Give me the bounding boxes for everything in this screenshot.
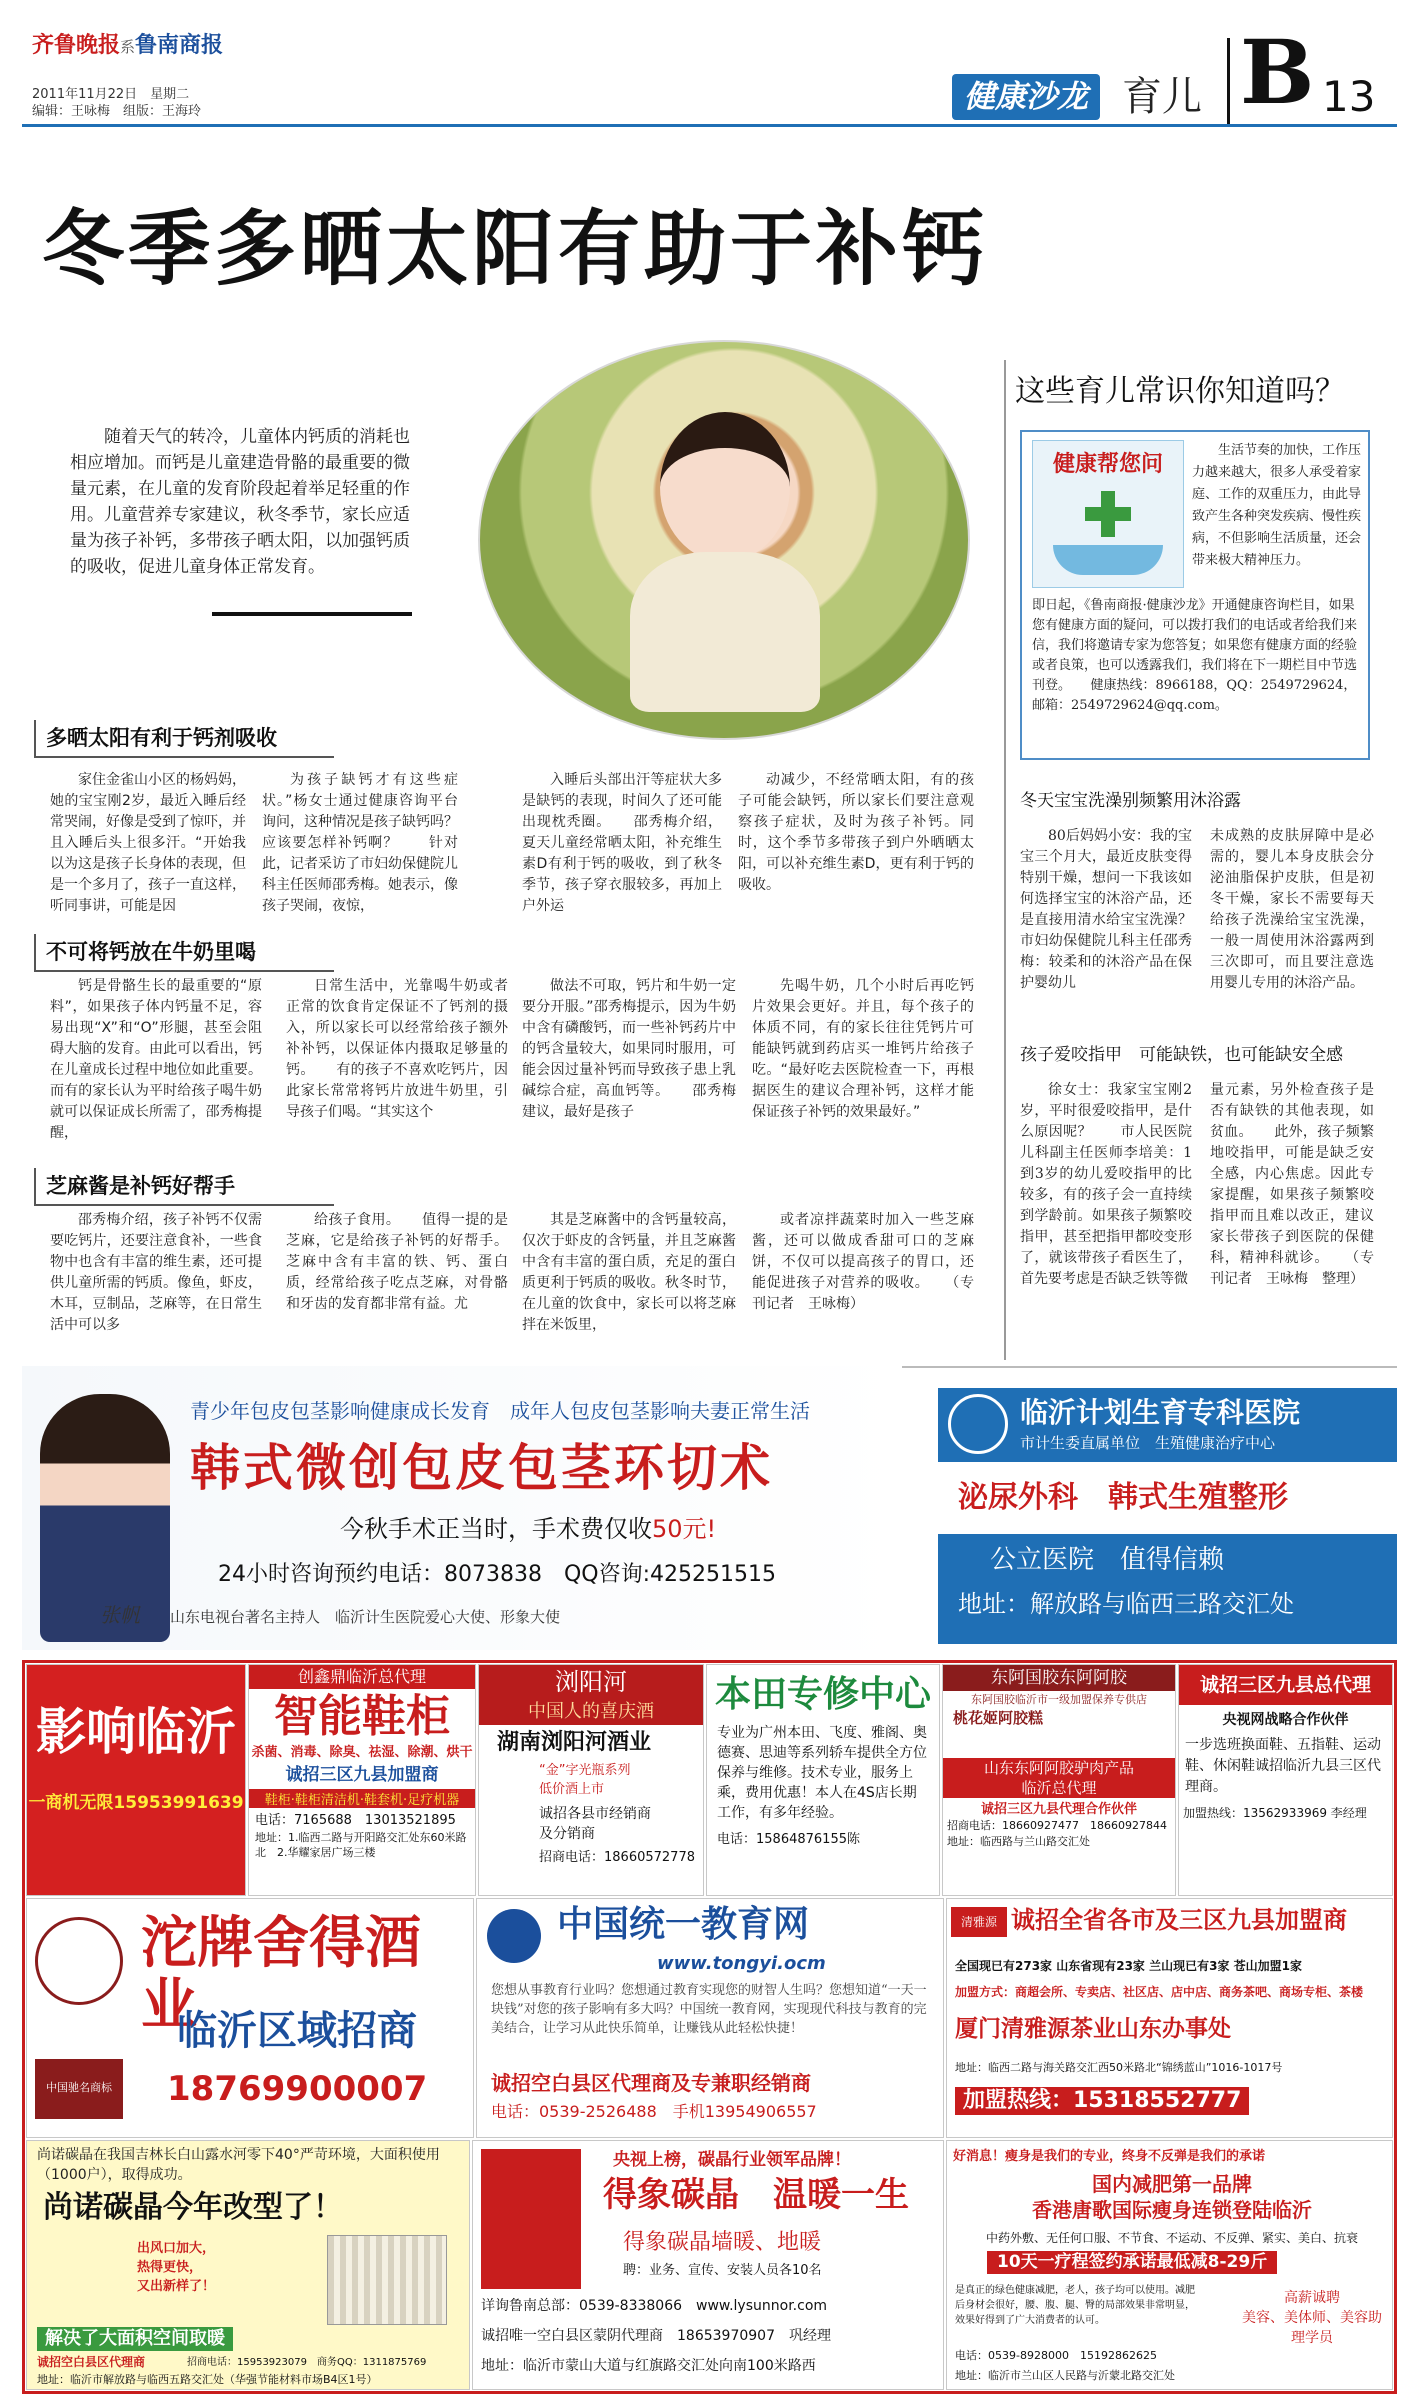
ad-slogan: 中国人的喜庆酒 [479,1699,703,1725]
masthead [32,28,223,59]
ad-title: 国内减肥第一品牌 香港唐歌国际瘦身连锁登陆临沂 [1032,2172,1312,2222]
help-caption: 健康帮您问 [1052,451,1163,477]
ad-title: 诚招三区九县总代理 [1179,1665,1392,1705]
hospital-sub: 市计生委直属单位 生殖健康治疗中心 [1020,1434,1276,1452]
ad-sub: 一商机无限15953991639 [28,1793,244,1813]
ad-title: 湖南浏阳河酒业 [497,1730,652,1755]
ad-logo: 浏阳河 [479,1665,703,1699]
ad-price-value: 50元! [652,1515,717,1543]
ad-title: 沱牌舍得酒业 [141,1910,421,2038]
section-title: 不可将钙放在牛奶里喝 [34,934,334,972]
section-col: 做法不可取，钙片和牛奶一定要分开服。”邵秀梅提示，因为牛奶中含有磷酸钙，而一些补钙药片中的钙含量较大，如果同时服用，可能会因过量补钙而导致孩子患上乳碱综合症，高血钙等。 邵秀梅建议，最好是孩子 [522,978,736,1120]
classified-ad [706,1664,940,1896]
section-col: 动减少，不经常晒太阳，有的孩子可能会缺钙，所以家长们要注意观察孩子症状，及时为孩子补钙。同时，这个季节多带孩子到户外晒晒太阳，可以补充维生素D，更有利于钙的吸收。 [738,772,974,893]
ad-address: 地址：临沂市解放路与临西五路交汇处（华强节能材料市场B4区1号） [37,2373,378,2386]
classified-ad [26,1898,474,2138]
ad-sub: 临沂区域招商 [177,2008,417,2054]
classified-ad [1178,1664,1393,1896]
ad-title: 中国统一教育网 [557,1904,810,1945]
section-col: 给孩子食用。 值得一提的是芝麻，它是给孩子补钙的好帮手。芝麻中含有丰富的铁、钙、蛋白质，经常给孩子吃点芝麻，对骨骼和牙齿的发育都非常有益。尤 [286,1212,508,1312]
section-col: 家住金雀山小区的杨妈妈，她的宝宝刚2岁，最近入睡后经常哭闹，好像是受到了惊吓，并且入睡后头上很多汗。“开始我以为这是孩子长身体的表现，但是一个多月了，孩子一直这样，听同事讲，可能是因 [50,772,246,914]
ad-highlight: 10天一疗程签约承诺最低减8-29斤 [987,2251,1277,2274]
section-title: 多晒太阳有利于钙剂吸收 [34,720,334,758]
ad-footnote: 山东电视台著名主持人 临沂计生医院爱心大使、形象大使 [170,1608,561,1626]
ad-phone: 电话：0539-2526488 手机13954906557 [491,2102,817,2121]
qa-title: 孩子爱咬指甲 可能缺铁，也可能缺安全感 [1020,1045,1343,1065]
ad-address: 地址：临沂市兰山区人民路与沂蒙北路交汇处 [955,2369,1175,2382]
qa-text: 徐女士：我家宝宝刚2岁，平时很爱咬指甲，是什么原因呢？ 市人民医院儿科副主任医师李培美：1到3岁的幼儿爱咬指甲的比较多，有的孩子会一直持续到学龄前。如果孩子频繁咬指甲，甚至把指甲都咬变形了，就该带孩子看医生了，首先要考虑是否缺乏铁等微 [1020,1082,1192,1287]
classified-ad [248,1664,476,1896]
ad-address: 地址：1.临西二路与开阳路交汇处东60米路北 2.华耀家居广场三楼 [255,1831,467,1860]
ad-phone: 加盟热线：15318552777 [955,2087,1249,2115]
headline: 冬季多晒太阳有助于补钙 [42,202,989,297]
ad-price-pre: 今秋手术正当时，手术费仅收 [340,1515,652,1543]
elephant-logo-icon [481,2149,581,2289]
column-tag: 健康沙龙 [952,74,1100,120]
hospital-name: 临沂计划生育专科医院 [1020,1396,1301,1429]
ad-tags: 杀菌、消毒、除臭、祛湿、除潮、烘干 [251,1745,473,1761]
ad-line2: 加盟方式：商超会所、专卖店、社区店、店中店、商务茶吧、商场专柜、茶楼 [955,1985,1364,1999]
section-col: 邵秀梅介绍，孩子补钙不仅需要吃钙片，还要注意食补，一些食物中也含有丰富的维生素，还可提供儿童所需的钙质。像鱼，虾皮，木耳，豆制品，芝麻等，在日常生活中可以多 [50,1212,262,1333]
ad-sub: 得象碳晶墙暖、地暖 [623,2230,822,2255]
hospital-dept: 泌尿外科 韩式生殖整形 [958,1480,1288,1515]
ad-title: 得象碳晶 温暖一生 [603,2175,909,2215]
classified-ad [946,2140,1393,2390]
ad-top: 创鑫鼎临沂总代理 [249,1665,475,1689]
section-col: 其是芝麻酱中的含钙量较高，仅次于虾皮的含钙量，并且芝麻酱中含有丰富的蛋白质，充足的蛋白质更利于钙质的吸收。秋冬时节，在儿童的饮食中，家长可以将芝麻拌在米饭里， [522,1212,736,1333]
ad-title: 桃花姬阿胶糕 [953,1709,1044,1727]
ad-phone: 招商电话：18660927477 18660927844 [947,1819,1167,1832]
ad-line3: 厦门清雅源茶业山东办事处 [955,2016,1231,2042]
ad-title: 诚招全省各市及三区九县加盟商 [1011,1906,1347,1934]
ad-phone: 加盟热线：13562933969 李经理 [1183,1806,1367,1820]
page-letter: B [1240,20,1315,124]
ad-phone: 详询鲁南总部：0539-8338066 www.lysunnor.com [481,2298,828,2314]
hospital-address: 地址：解放路与临西三路交汇处 [958,1590,1294,1618]
ad-title: 本田专修中心 [714,1674,931,1715]
qa-title: 冬天宝宝洗澡别频繁用沐浴露 [1020,791,1241,811]
masthead-name: 齐鲁晚报 [32,32,121,58]
ad-sub2: 诚招三区九县代理合作伙伴 [980,1802,1137,1817]
lead-paragraph: 随着天气的转冷，儿童体内钙质的消耗也相应增加。而钙是儿童建造骨骼的最重要的微量元素，在儿童的发育阶段起着举足轻重的作用。儿童营养专家建议，秋冬季节，家长应适量为孩子补钙，多带孩子晒太阳，以加强钙质的吸收，促进儿童身体正常发育。 [70,427,410,577]
ad-top: 尚诺碳晶在我国吉林长白山露水河零下40°严苛环境，大面积使用（1000户），取得成功。 [37,2147,440,2183]
ad-line: 鞋柜·鞋柜清洁机·鞋套机·足疗机器 [249,1789,475,1808]
ad-phone: 24小时咨询预约电话：8073838 QQ咨询:425251515 [218,1562,776,1587]
ad-badge: 中国驰名商标 [35,2059,123,2119]
ad-sub: 解决了大面积空间取暖 [37,2327,233,2351]
section-title: 芝麻酱是补钙好帮手 [34,1168,334,1206]
hands-icon [1053,545,1163,575]
hospital-logo-icon [948,1394,1008,1454]
ad-phone: 18769900007 [167,2069,428,2109]
issue-date: 2011年11月22日 星期二 [32,87,190,102]
ad-phone: 招商电话：18660572778 [539,1850,695,1866]
ad-sub: 山东东阿阿胶驴肉产品 临沂总代理 [943,1758,1175,1798]
ad-body: 专业为广州本田、飞度、雅阁、奥德赛、思迪等系列轿车提供全方位保养与维修。技术专业，服务上乘，费用优惠！本人在4S店长期工作，有多年经验。 [717,1724,927,1821]
ad-tag: “金”字光瓶系列 低价酒上市 [539,1763,631,1798]
ad-title: 影响临沂 [36,1703,236,1761]
ad-title: 韩式微创包皮包茎环切术 [190,1438,773,1497]
ad-top: 央视上榜，碳晶行业领军品牌！ [613,2150,851,2170]
header-divider [1227,38,1230,124]
section-col: 日常生活中，光靠喝牛奶或者正常的饮食肯定保证不了钙剂的摄入，所以家长可以经常给孩子额外补补钙，以保证体内摄取足够量的钙。 有的孩子不喜欢吃钙片，因此家长常常将钙片放进牛奶里，引导孩子们喝。“其实这个 [286,978,508,1120]
qa-text: 未成熟的皮肤屏障中是必需的，婴儿本身皮肤会分泌油脂保护皮肤，但是初冬干燥，家长不需要每天给孩子洗澡给宝宝洗澡，一般一周使用沐浴露两到三次即可，而且要注意选用婴儿专用的沐浴产品。 [1210,828,1374,991]
ad-phone: 电话：0539-8928000 15192862625 [955,2349,1157,2362]
issue-meta [32,86,201,120]
ad-phone: 招商电话：15953923079 商务QQ：1311875769 [187,2357,427,2368]
ad-sub2: 诚招唯一空白县区蒙阴代理商 18653970907 巩经理 [481,2328,831,2344]
section-col: 或者凉拌蔬菜时加入一些芝麻酱，还可以做成香甜可口的芝麻饼，不仅可以提高孩子的胃口，还能促进孩子对营养的吸收。 （专刊记者 王咏梅） [752,1212,974,1312]
ad-sub2: 诚招空白县区代理商 [37,2355,146,2369]
presenter-name: 张帆 [100,1603,140,1627]
ad-line1: 全国现已有273家 山东省现有23家 兰山现已有3家 苍山加盟1家 [955,1959,1302,1973]
section-col: 钙是骨骼生长的最重要的“原料”，如果孩子体内钙量不足，容易出现“X”和“O”形腿，甚至会阻碍大脑的发育。由此可以看出，钙在儿童成长过程中地位如此重要。而有的家长认为平时给孩子喝牛奶就可以保证成长所需了，邵秀梅提醒， [50,978,262,1141]
ad-brand: 清雅源 [951,1907,1007,1937]
section-col: 先喝牛奶，几个小时后再吃钙片效果会更好。并且，每个孩子的体质不同，有的家长往往凭钙片可能缺钙就到药店买一堆钙片给孩子吃。“最好吃去医院检查一下，再根据医生的建议合理补钙，这样才能保证孩子补钙的效果最好。” [752,978,974,1120]
ad-body: 您想从事教育行业吗？您想通过教育实现您的财智人生吗？您想知道“一天一块钱”对您的孩子影响有多大吗？中国统一教育网，实现现代科技与教育的完美结合，让学习从此快乐简单，让赚钱从此轻松快捷！ [491,1983,927,2036]
brand-seal-icon [35,1917,123,2005]
sidebar-rule [1004,360,1006,1360]
ad-phone: 电话：15864876155陈 [717,1831,860,1847]
section-col: 入睡后头部出汗等症状大多是缺钙的表现，时间久了还可能出现枕秃圈。 邵秀梅介绍，夏天儿童经常晒太阳，补充维生素D有利于钙的吸收，到了秋冬季节，孩子穿衣服较多，再加上户外运 [522,772,722,914]
ad-bubble: 出风口加大， 热得更快， 又出新样了！ [137,2241,216,2294]
ad-body: 一步选班换面鞋、五指鞋、运动鞋、休闲鞋诚招临沂九县三区代理商。 [1185,1737,1381,1795]
section-col: 为孩子缺钙才有这些症状。”杨女士通过健康咨询平台询问，这种情况是孩子缺钙吗？应该要怎样补钙啊？ 针对此，记者采访了市妇幼保健院儿科主任医师邵秀梅。她表示，像孩子哭闹，夜惊， [262,772,458,914]
help-logo [1032,440,1184,588]
ad-sub: 诚招空白县区代理商及专兼职经销商 [491,2071,811,2095]
ad-line: 中药外敷、无任何口服、不节食、不运动、不反弹、紧实、美白、抗衰 [985,2231,1358,2245]
ad-line: 央视网战略合作伙伴 [1222,1712,1349,1728]
ad-phone: 电话：7165688 13013521895 [255,1813,456,1829]
masthead-sub: 鲁南商报 [135,32,224,58]
edu-logo-icon [487,1909,541,1963]
ad-line: 聘：业务、宣传、安装人员各10名 [623,2263,822,2278]
classified-ad [942,1664,1176,1896]
classified-ad [478,1664,704,1896]
ad-address: 地址：临沂市蒙山大道与红旗路交汇处向南100米路西 [481,2358,816,2374]
qa-text: 量元素，另外检查孩子是否有缺铁的其他表现，如贫血。 此外，孩子频繁地咬指甲，可能是缺乏安全感，内心焦虑。因此专家提醒，如果孩子频繁咬指甲而且难以改正，建议家长带孩子到医院的保健科，精神科就诊。 （专刊记者 王咏梅 整理） [1210,1082,1374,1287]
classified-ad [26,1664,246,1896]
baby-photo [478,340,970,740]
ad-line: 东阿国胶临沂市一级加盟保养专供店 [971,1693,1147,1706]
sidebar-title: 这些育儿常识你知道吗？ [1015,374,1345,409]
page-number: 13 [1322,72,1376,121]
hospital-motto: 公立医院 值得信赖 [990,1545,1225,1575]
ad-sub: 诚招各县市经销商 及分销商 [539,1806,651,1843]
ad-address: 地址：临西二路与海关路交汇西50米路北“锦绣蓝山”1016-1017号 [955,2061,1283,2074]
ad-title: 尚诺碳晶今年改型了！ [43,2190,343,2225]
classified-ad [476,1898,944,2138]
ad-price [340,1512,716,1546]
section-name: 育儿 [1122,74,1202,120]
ad-recruit: 高薪诚聘 美容、美体师、美容助理学员 [1242,2290,1382,2346]
ad-sub: 诚招三区九县加盟商 [285,1765,439,1786]
ad-address: 地址：临西路与兰山路交汇处 [947,1835,1090,1848]
help-text: 生活节奏的加快，工作压力越来越大，很多人承受着家庭、工作的双重压力，由此导致产生各种突发疾病、慢性疾病，不但影响生活质量，还会带来极大精神压力。 [1192,443,1362,568]
masthead-sep: 系 [120,38,136,56]
editors: 编辑：王咏梅 组版：王海玲 [32,104,202,119]
ad-top: 东阿国胶东阿阿胶 [943,1665,1175,1691]
classified-ad [946,1898,1393,2138]
classified-ad [472,2140,944,2390]
qa-text: 80后妈妈小安：我的宝宝三个月大，最近皮肤变得特别干燥，想问一下我该如何选择宝宝的沐浴产品，还是直接用清水给宝宝洗澡？ 市妇幼保健院儿科主任邵秀梅：较柔和的沐浴产品在保护婴幼儿 [1020,828,1192,991]
ad-url: www.tongyi.ocm [657,1953,826,1974]
ad-body: 是真正的绿色健康减肥，老人，孩子均可以使用。减肥后身材会很好，腰、腹、腿、臀的局部效果非常明显，效果好得到了广大消费者的认可。 [955,2285,1195,2326]
heater-image [327,2235,447,2325]
classified-ad [26,2140,470,2390]
help-text-2: 即日起，《鲁南商报·健康沙龙》开通健康咨询栏目，如果您有健康方面的疑问，可以拨打我们的电话或者给我们来信，我们将邀请专家为您答复；如果您有健康方面的经验或者良策，也可以透露我们，我们将在下一期栏目中节选刊登。 健康热线：8966188，QQ：2549729624，邮箱：2549729624@qq.com。 [1032,598,1358,713]
header-rule [22,124,1397,127]
medical-cross-icon [1085,491,1131,537]
lead-rule [212,612,412,616]
ad-slogan: 青少年包皮包茎影响健康成长发育 成年人包皮包茎影响夫妻正常生活 [190,1399,810,1423]
ad-title: 智能鞋柜 [274,1691,450,1742]
ad-top: 好消息！瘦身是我们的专业，终身不反弹是我们的承诺 [953,2149,1266,2164]
